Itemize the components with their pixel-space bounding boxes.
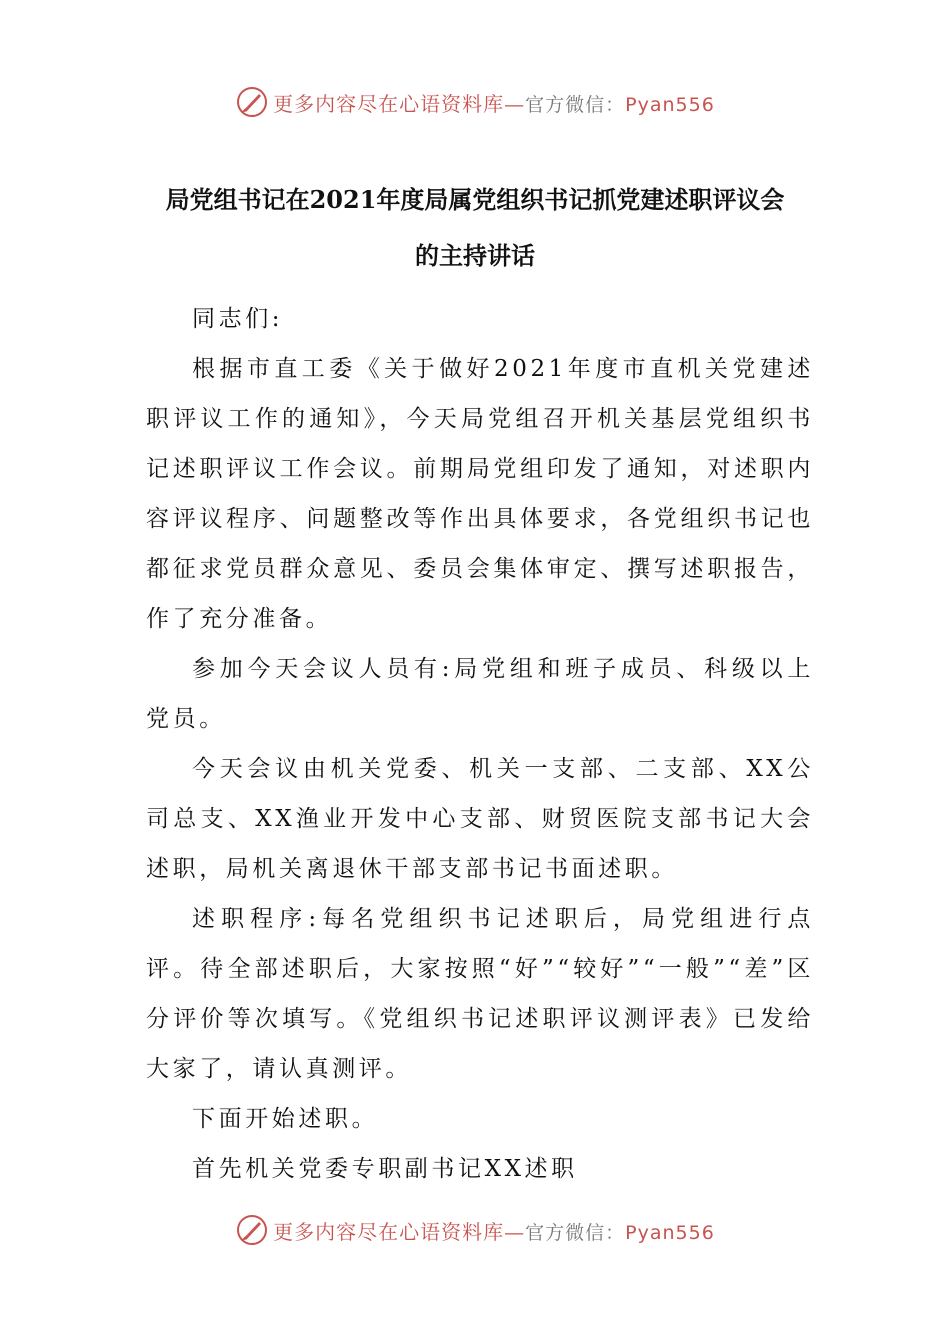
watermark-text bbox=[273, 1216, 715, 1245]
paragraph: 参加今天会议人员有:局党组和班子成员、科级以上党员。 bbox=[146, 656, 814, 732]
document-title bbox=[100, 172, 850, 284]
title-line-1: 局党组书记在2021年度局属党组织书记抓党建述职评议会 bbox=[165, 185, 785, 214]
official-label: 官方微信： bbox=[525, 93, 626, 116]
dash-text: — bbox=[504, 1219, 526, 1244]
quill-pen-logo-icon bbox=[235, 1213, 269, 1247]
paragraph: 述职程序:每名党组织书记述职后，局党组进行点评。待全部述职后，大家按照“好”“较好”“一般”“差”区分评价等次填写。《党组织书记述职评议测评表》已发给大家了，请认真测评。 bbox=[146, 906, 814, 1082]
brand-text: 更多内容尽在心语资料库 bbox=[273, 91, 505, 116]
header-watermark-banner bbox=[0, 82, 950, 122]
paragraph-greeting: 同志们: bbox=[192, 306, 284, 332]
paragraph: 根据市直工委《关于做好2021年度市直机关党建述职评议工作的通知》，今天局党组召开机关基层党组织书记述职评议工作会议。前期局党组印发了通知，对述职内容评议程序、问题整改等作出具体要求，各党组织书记也都征求党员群众意见、委员会集体审定、撰写述职报告，作了充分准备。 bbox=[146, 356, 814, 632]
official-label: 官方微信： bbox=[525, 1221, 626, 1244]
quill-pen-logo-icon bbox=[235, 85, 269, 119]
watermark-text bbox=[273, 88, 715, 117]
wechat-id: Pyan556 bbox=[625, 1221, 715, 1244]
document-body bbox=[146, 294, 814, 1194]
dash-text: — bbox=[504, 91, 526, 116]
title-line-2: 的主持讲话 bbox=[415, 241, 535, 270]
wechat-id: Pyan556 bbox=[625, 93, 715, 116]
paragraph: 首先机关党委专职副书记XX述职 bbox=[192, 1156, 578, 1182]
paragraph: 今天会议由机关党委、机关一支部、二支部、XX公司总支、XX渔业开发中心支部、财贸医院支部书记大会述职，局机关离退休干部支部书记书面述职。 bbox=[146, 756, 814, 882]
brand-text: 更多内容尽在心语资料库 bbox=[273, 1219, 505, 1244]
paragraph: 下面开始述职。 bbox=[192, 1106, 379, 1132]
footer-watermark-banner bbox=[0, 1210, 950, 1250]
